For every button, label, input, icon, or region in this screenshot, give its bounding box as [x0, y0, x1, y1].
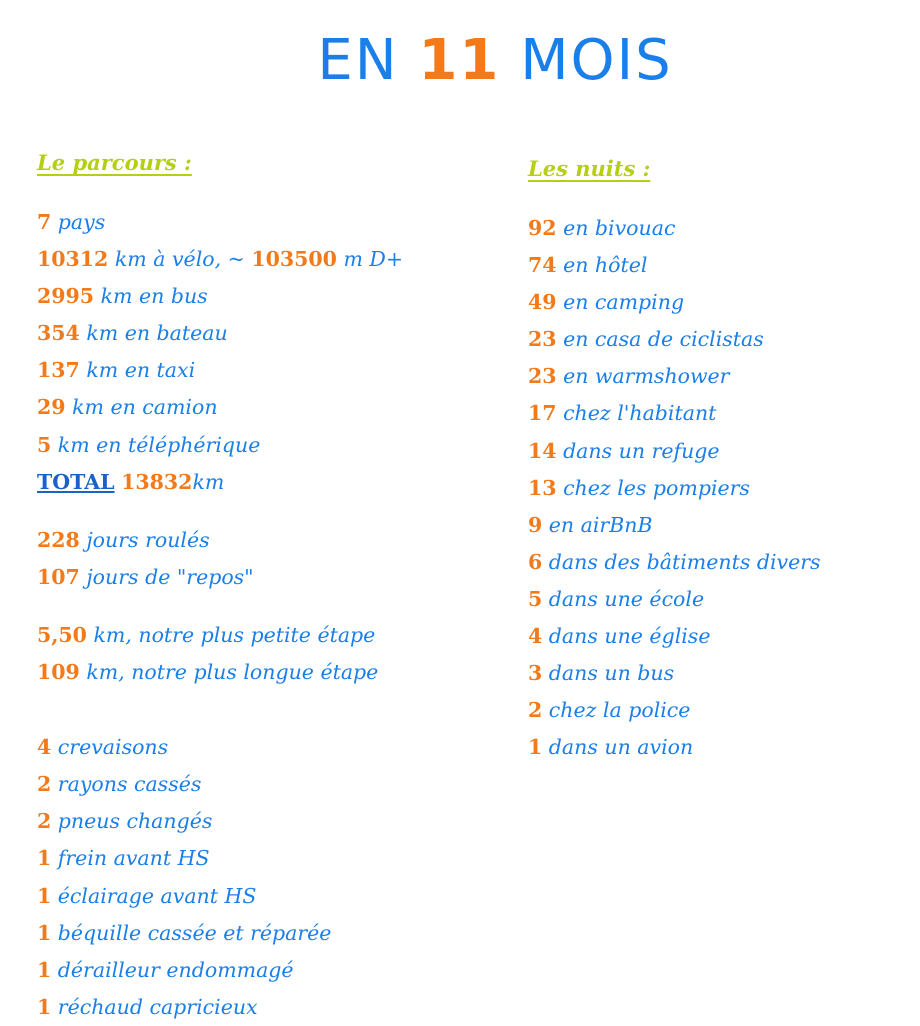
night-text: dans des bâtiments divers: [548, 549, 821, 574]
stat-number: 137: [37, 358, 80, 383]
night-line: [528, 544, 918, 581]
night-text: chez les pompiers: [563, 475, 750, 500]
spacer: [37, 501, 517, 522]
stat-line: [37, 803, 517, 840]
stat-number: 10312: [37, 247, 109, 272]
night-text: dans une école: [548, 586, 705, 611]
night-line: [528, 618, 918, 655]
night-text: chez l'habitant: [563, 401, 717, 426]
stat-text-elevation: m D+: [343, 247, 404, 272]
night-text: chez la police: [548, 698, 691, 723]
night-line: [528, 433, 918, 470]
stat-number-elevation: 103500: [251, 247, 337, 272]
trip-list: [37, 204, 517, 501]
stat-text: km à vélo, ~: [114, 247, 245, 272]
stat-line: [37, 204, 517, 241]
stat-number: 109: [37, 660, 80, 685]
night-number: 23: [528, 364, 557, 389]
stat-text: dérailleur endommagé: [57, 957, 294, 982]
total-unit: km: [192, 469, 225, 494]
night-text: en hôtel: [563, 253, 648, 278]
stat-number: 1: [37, 994, 52, 1019]
route-heading: Le parcours :: [37, 150, 192, 175]
stat-line: [37, 766, 517, 803]
stat-text: km, notre plus petite étape: [93, 622, 376, 647]
stat-line: [37, 878, 517, 915]
night-text: en camping: [563, 290, 685, 315]
stat-line: [37, 915, 517, 952]
route-column: [37, 150, 517, 1026]
stat-number: 107: [37, 564, 80, 589]
night-number: 5: [528, 586, 543, 611]
page-title: [0, 28, 920, 93]
night-text: en airBnB: [548, 512, 653, 537]
night-number: 3: [528, 661, 543, 686]
stat-line: [37, 729, 517, 766]
night-line: [528, 395, 918, 432]
stat-text: pneus changés: [57, 809, 213, 834]
night-number: 13: [528, 475, 557, 500]
stat-number: 228: [37, 527, 80, 552]
stat-number: 354: [37, 321, 80, 346]
night-number: 17: [528, 401, 557, 426]
night-text: en bivouac: [563, 216, 676, 240]
stat-number: 1: [37, 920, 52, 945]
night-line: [528, 655, 918, 692]
stat-number: 1: [37, 957, 52, 982]
stat-number: 5: [37, 432, 52, 457]
night-line: [528, 247, 918, 284]
night-line: [528, 321, 918, 358]
stat-text: km en bus: [100, 284, 208, 309]
night-number: 2: [528, 698, 543, 723]
night-number: 49: [528, 290, 557, 315]
night-text: en casa de ciclistas: [563, 327, 764, 352]
night-number: 1: [528, 735, 543, 760]
stat-text: jours de "repos": [86, 564, 254, 589]
night-text: dans un bus: [548, 661, 675, 686]
title-number: 11: [418, 28, 501, 93]
stat-number: 2: [37, 809, 52, 834]
stat-text: km en camion: [72, 395, 218, 420]
stat-number: 1: [37, 883, 52, 908]
stat-text: réchaud capricieux: [57, 994, 258, 1019]
stat-line: [37, 315, 517, 352]
stat-number: 2995: [37, 284, 95, 309]
stat-text: pays: [57, 210, 106, 234]
spacer: [37, 596, 517, 617]
stat-line: [37, 389, 517, 426]
stat-text: km en taxi: [86, 358, 196, 383]
night-line: [528, 470, 918, 507]
night-number: 74: [528, 253, 557, 278]
stat-number: 5,50: [37, 622, 87, 647]
stages-list: [37, 617, 517, 691]
stat-text: béquille cassée et réparée: [57, 920, 332, 945]
days-list: [37, 522, 517, 596]
repairs-list: [37, 729, 517, 1026]
total-number: 13832: [121, 469, 193, 494]
nights-list: [528, 210, 918, 766]
stat-text: km, notre plus longue étape: [86, 660, 379, 685]
night-number: 4: [528, 624, 543, 649]
night-line: [528, 581, 918, 618]
stat-text: km en téléphérique: [57, 432, 261, 457]
title-part2: MOIS: [520, 28, 673, 93]
stat-line: [37, 559, 517, 596]
night-number: 92: [528, 216, 557, 240]
night-line: [528, 210, 918, 247]
stat-line: [37, 522, 517, 559]
title-part1: EN: [317, 28, 399, 93]
night-text: dans un avion: [548, 735, 694, 760]
night-line: [528, 358, 918, 395]
stat-line: [37, 654, 517, 691]
total-line: [37, 464, 517, 501]
total-label: TOTAL: [37, 469, 115, 494]
stat-line: [37, 952, 517, 989]
night-number: 6: [528, 549, 543, 574]
night-line: [528, 284, 918, 321]
stat-line: [37, 352, 517, 389]
night-text: en warmshower: [563, 364, 730, 389]
stat-line: [37, 241, 517, 278]
night-number: 23: [528, 327, 557, 352]
stat-text: crevaisons: [57, 735, 169, 760]
night-line: [528, 729, 918, 766]
night-line: [528, 507, 918, 544]
stat-line: [37, 989, 517, 1026]
night-text: dans un refuge: [563, 438, 720, 463]
night-number: 9: [528, 512, 543, 537]
stat-number: 4: [37, 735, 52, 760]
stat-number: 7: [37, 210, 52, 234]
nights-heading: Les nuits :: [528, 156, 651, 181]
stat-line: [37, 278, 517, 315]
stat-line: [37, 840, 517, 877]
stat-line: [37, 617, 517, 654]
stat-number: 2: [37, 772, 52, 797]
nights-column: [528, 156, 918, 766]
spacer: [37, 691, 517, 729]
night-line: [528, 692, 918, 729]
stat-number: 29: [37, 395, 66, 420]
night-number: 14: [528, 438, 557, 463]
stat-text: rayons cassés: [57, 772, 202, 797]
stat-text: frein avant HS: [57, 846, 210, 871]
stat-text: éclairage avant HS: [57, 883, 257, 908]
stat-text: km en bateau: [86, 321, 228, 346]
stat-text: jours roulés: [86, 527, 210, 552]
night-text: dans une église: [548, 624, 711, 649]
stat-number: 1: [37, 846, 52, 871]
stat-line: [37, 427, 517, 464]
